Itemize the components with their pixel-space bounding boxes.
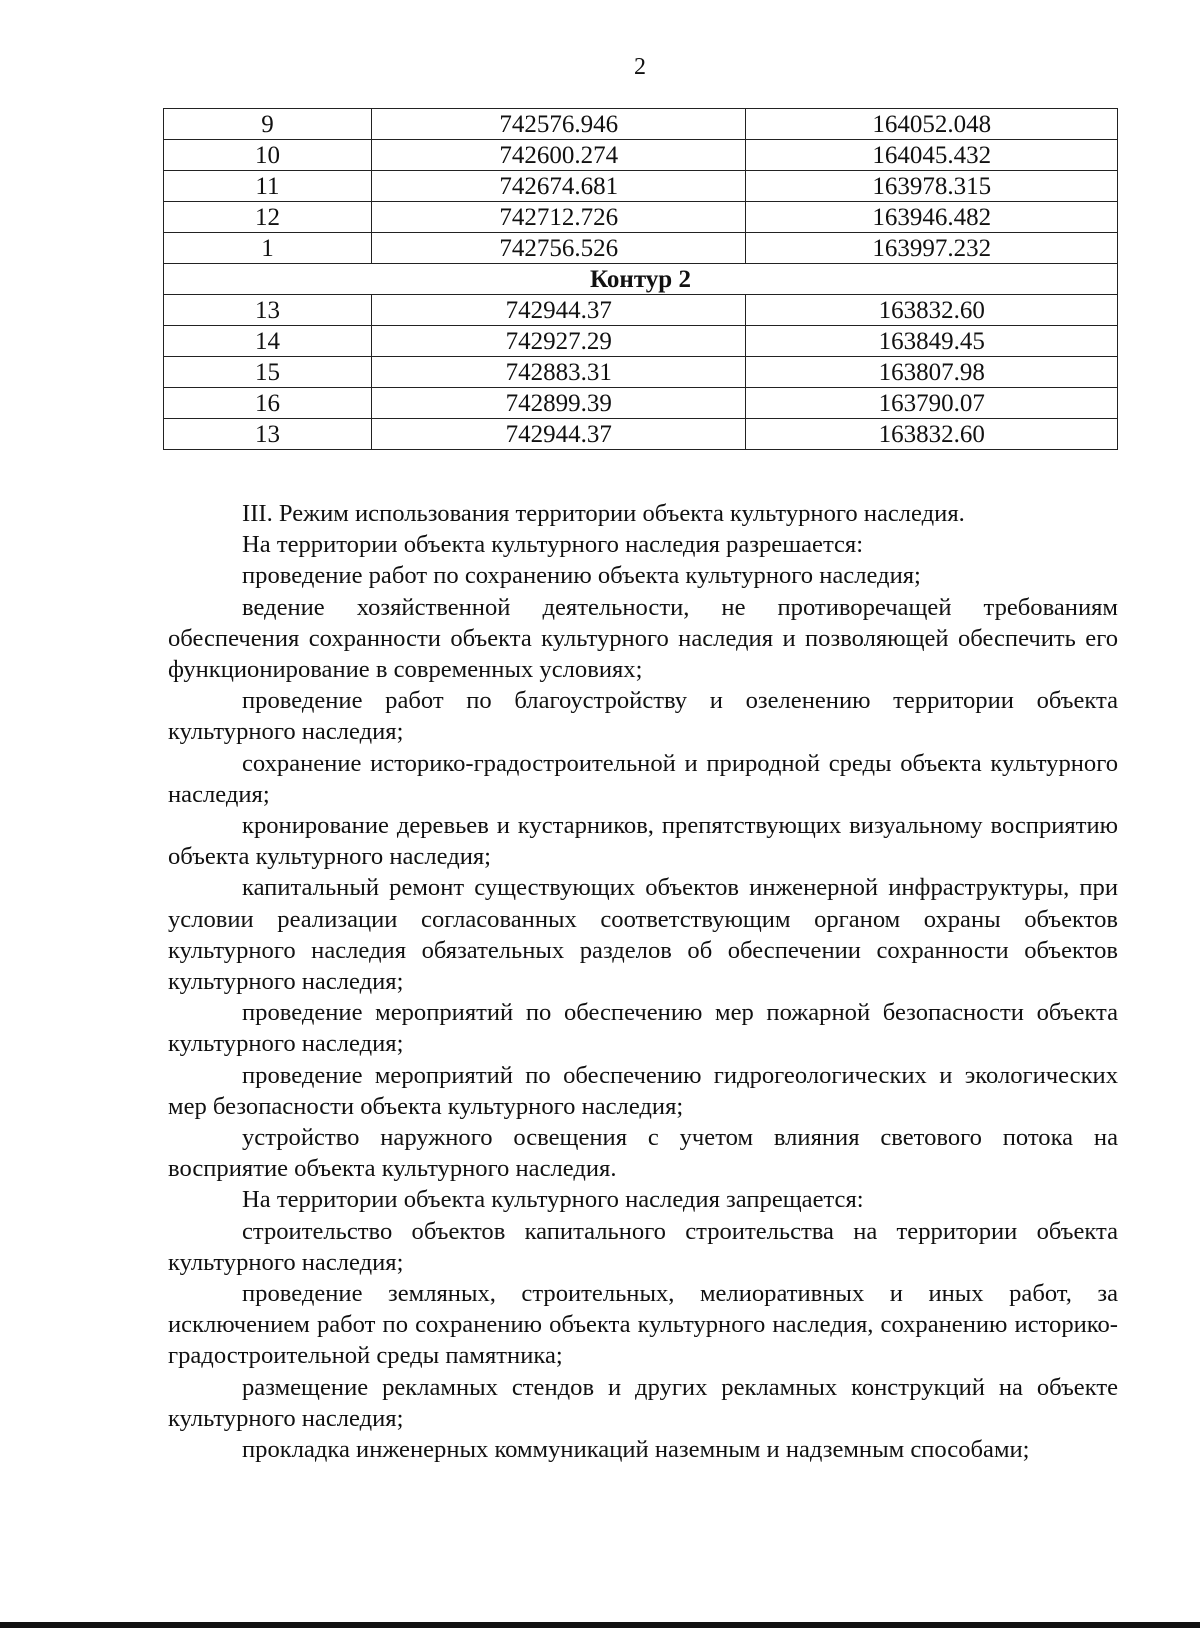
point-number-cell: 15	[164, 357, 372, 388]
paragraph: На территории объекта культурного наследия запрещается:	[242, 1186, 864, 1214]
paragraph: проведение земляных, строительных, мелиоративных и иных работ, за исключением работ по сохранению объекта культурного наследия, сохранению историко-градостроительной среды памятника;	[168, 1280, 1118, 1370]
paragraph: кронирование деревьев и кустарников, препятствующих визуальному восприятию объекта культурного наследия;	[168, 812, 1118, 871]
x-coordinate-cell: 742883.31	[371, 357, 746, 388]
contour-label: Контур 2	[164, 264, 1118, 295]
bottom-rule	[0, 1622, 1200, 1628]
y-coordinate-cell: 164045.432	[746, 140, 1118, 171]
x-coordinate-cell: 742944.37	[371, 295, 746, 326]
paragraph: сохранение историко-градостроительной и природной среды объекта культурного наследия;	[168, 749, 1118, 808]
section-heading: III. Режим использования территории объекта культурного наследия.	[242, 500, 965, 527]
table-row	[164, 109, 1118, 140]
paragraph: прокладка инженерных коммуникаций наземным и надземным способами;	[242, 1436, 1030, 1464]
coordinates-table	[163, 108, 1118, 450]
point-number-cell: 13	[164, 419, 372, 450]
table-row	[164, 295, 1118, 326]
paragraph: На территории объекта культурного наследия разрешается:	[242, 531, 864, 559]
table-row	[164, 326, 1118, 357]
x-coordinate-cell: 742674.681	[371, 171, 746, 202]
paragraph: ведение хозяйственной деятельности, не противоречащей требованиям обеспечения сохранности объекта культурного наследия и позволяющей обеспечить его функционирование в современных условиях;	[168, 593, 1118, 684]
paragraph: строительство объектов капитального строительства на территории объекта культурного наследия;	[168, 1217, 1118, 1276]
point-number-cell: 16	[164, 388, 372, 419]
x-coordinate-cell: 742712.726	[371, 202, 746, 233]
x-coordinate-cell: 742899.39	[371, 388, 746, 419]
point-number-cell: 11	[164, 171, 372, 202]
y-coordinate-cell: 164052.048	[746, 109, 1118, 140]
table-row	[164, 357, 1118, 388]
y-coordinate-cell: 163946.482	[746, 202, 1118, 233]
y-coordinate-cell: 163807.98	[746, 357, 1118, 388]
body-text	[168, 498, 1118, 1465]
point-number-cell: 12	[164, 202, 372, 233]
table-row	[164, 171, 1118, 202]
y-coordinate-cell: 163790.07	[746, 388, 1118, 419]
paragraph: проведение мероприятий по обеспечению мер пожарной безопасности объекта культурного наследия;	[168, 999, 1118, 1058]
y-coordinate-cell: 163997.232	[746, 233, 1118, 264]
paragraph: проведение работ по благоустройству и озеленению территории объекта культурного наследия;	[168, 687, 1118, 746]
table-row	[164, 233, 1118, 264]
x-coordinate-cell: 742576.946	[371, 109, 746, 140]
table-row	[164, 388, 1118, 419]
table-row	[164, 419, 1118, 450]
table-row	[164, 140, 1118, 171]
paragraph: проведение работ по сохранению объекта культурного наследия;	[242, 562, 921, 590]
paragraph: проведение мероприятий по обеспечению гидрогеологических и экологических мер безопасности объекта культурного наследия;	[168, 1061, 1118, 1120]
y-coordinate-cell: 163832.60	[746, 295, 1118, 326]
x-coordinate-cell: 742600.274	[371, 140, 746, 171]
y-coordinate-cell: 163849.45	[746, 326, 1118, 357]
point-number-cell: 10	[164, 140, 372, 171]
point-number-cell: 13	[164, 295, 372, 326]
paragraph: капитальный ремонт существующих объектов инженерной инфраструктуры, при условии реализации согласованных соответствующим органом охраны объектов культурного наследия обязательных разделов об обеспечении сохранности объектов культурного наследия;	[168, 874, 1118, 996]
contour-header-row	[164, 264, 1118, 295]
point-number-cell: 14	[164, 326, 372, 357]
x-coordinate-cell: 742756.526	[371, 233, 746, 264]
paragraph: размещение рекламных стендов и других рекламных конструкций на объекте культурного наследия;	[168, 1373, 1118, 1432]
y-coordinate-cell: 163832.60	[746, 419, 1118, 450]
x-coordinate-cell: 742927.29	[371, 326, 746, 357]
point-number-cell: 9	[164, 109, 372, 140]
table-row	[164, 202, 1118, 233]
x-coordinate-cell: 742944.37	[371, 419, 746, 450]
page-number: 2	[634, 54, 646, 80]
point-number-cell: 1	[164, 233, 372, 264]
paragraph: устройство наружного освещения с учетом влияния светового потока на восприятие объекта культурного наследия.	[168, 1124, 1118, 1183]
y-coordinate-cell: 163978.315	[746, 171, 1118, 202]
